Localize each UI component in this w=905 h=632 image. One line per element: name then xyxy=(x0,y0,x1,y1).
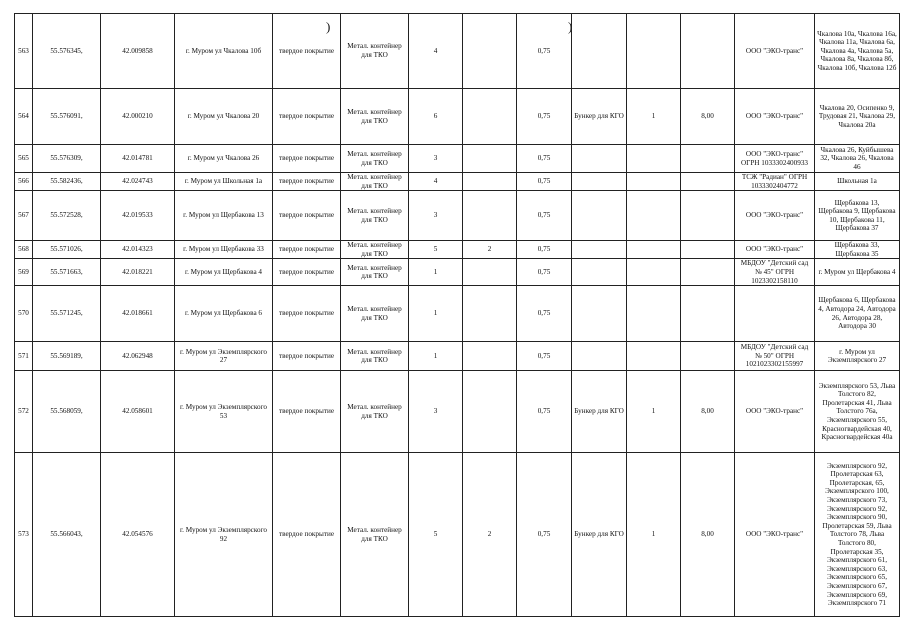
volume-cell: 0,75 xyxy=(517,145,572,173)
served-addresses-cell: Школьная 1а xyxy=(815,173,900,191)
container-count-cell: 4 xyxy=(409,173,463,191)
container-count-cell: 1 xyxy=(409,259,463,286)
surface-cell: твердое покрытие xyxy=(273,173,341,191)
longitude-cell: 42.062948 xyxy=(101,342,175,371)
longitude-cell: 42.024743 xyxy=(101,173,175,191)
bunker-type-cell xyxy=(572,259,627,286)
surface-cell: твердое покрытие xyxy=(273,89,341,145)
table-row xyxy=(15,286,900,342)
table-row xyxy=(15,14,900,89)
surface-cell: твердое покрытие xyxy=(273,286,341,342)
container-count-cell: 6 xyxy=(409,89,463,145)
latitude-cell: 55.571245, xyxy=(33,286,101,342)
table-row xyxy=(15,191,900,241)
container-type-cell: Метал. контейнер для ТКО xyxy=(341,145,409,173)
extra-count-cell xyxy=(463,89,517,145)
latitude-cell: 55.571026, xyxy=(33,241,101,259)
bracket-mark-left: ) xyxy=(326,19,331,34)
volume-cell: 0,75 xyxy=(517,286,572,342)
bunker-type-cell: Бункер для КГО xyxy=(572,371,627,453)
volume-cell: 0,75 xyxy=(517,191,572,241)
bunker-type-cell xyxy=(572,173,627,191)
owner-cell: ООО "ЭКО-транс" ОГРН 1033302400933 xyxy=(735,145,815,173)
container-count-cell: 3 xyxy=(409,145,463,173)
latitude-cell: 55.571663, xyxy=(33,259,101,286)
container-type-cell: Метал. контейнер для ТКО xyxy=(341,259,409,286)
bunker-count-cell xyxy=(627,191,681,241)
extra-count-cell xyxy=(463,286,517,342)
container-type-cell: Метал. контейнер для ТКО xyxy=(341,342,409,371)
bunker-volume-cell xyxy=(681,241,735,259)
bunker-volume-cell xyxy=(681,286,735,342)
owner-cell: МБДОУ "Детский сад № 45" ОГРН 1023302158110 xyxy=(735,259,815,286)
longitude-cell: 42.014781 xyxy=(101,145,175,173)
row-number: 563 xyxy=(15,14,33,89)
extra-count-cell: 2 xyxy=(463,453,517,617)
bunker-count-cell xyxy=(627,241,681,259)
served-addresses-cell: Щербакова 13, Щербакова 9, Щербакова 10, Щербакова 11, Щербакова 37 xyxy=(815,191,900,241)
container-count-cell: 3 xyxy=(409,371,463,453)
owner-cell: ООО "ЭКО-транс" xyxy=(735,371,815,453)
volume-cell: 0,75 xyxy=(517,14,572,89)
volume-cell: 0,75 xyxy=(517,241,572,259)
table-row xyxy=(15,453,900,617)
bunker-type-cell xyxy=(572,241,627,259)
bracket-mark-right: ) xyxy=(568,19,573,34)
longitude-cell: 42.014323 xyxy=(101,241,175,259)
bunker-type-cell xyxy=(572,286,627,342)
container-count-cell: 1 xyxy=(409,342,463,371)
surface-cell: твердое покрытие xyxy=(273,241,341,259)
address-cell: г. Муром ул Экземплярского 53 xyxy=(175,371,273,453)
owner-cell: ООО "ЭКО-транс" xyxy=(735,14,815,89)
latitude-cell: 55.572528, xyxy=(33,191,101,241)
volume-cell: 0,75 xyxy=(517,453,572,617)
row-number: 565 xyxy=(15,145,33,173)
surface-cell: твердое покрытие xyxy=(273,453,341,617)
container-type-cell: Метал. контейнер для ТКО xyxy=(341,286,409,342)
row-number: 564 xyxy=(15,89,33,145)
row-number: 568 xyxy=(15,241,33,259)
table-row xyxy=(15,342,900,371)
owner-cell: ООО "ЭКО-транс" xyxy=(735,89,815,145)
address-cell: г. Муром ул Чкалова 26 xyxy=(175,145,273,173)
table-row xyxy=(15,371,900,453)
surface-cell: твердое покрытие xyxy=(273,371,341,453)
row-number: 571 xyxy=(15,342,33,371)
served-addresses-cell: Экземплярского 53, Льва Толстого 82, Пролетарская 41, Льва Толстого 76а, Экземплярского 55, Красногвардейская 40, Красногвардейская 40а xyxy=(815,371,900,453)
row-number: 566 xyxy=(15,173,33,191)
table-row xyxy=(15,173,900,191)
container-type-cell: Метал. контейнер для ТКО xyxy=(341,14,409,89)
bunker-count-cell xyxy=(627,173,681,191)
bunker-count-cell xyxy=(627,342,681,371)
container-type-cell: Метал. контейнер для ТКО xyxy=(341,241,409,259)
served-addresses-cell: г. Муром ул Щербакова 4 xyxy=(815,259,900,286)
container-type-cell: Метал. контейнер для ТКО xyxy=(341,453,409,617)
bunker-volume-cell xyxy=(681,259,735,286)
table-row xyxy=(15,89,900,145)
longitude-cell: 42.054576 xyxy=(101,453,175,617)
table-body xyxy=(15,14,900,617)
extra-count-cell xyxy=(463,191,517,241)
volume-cell: 0,75 xyxy=(517,342,572,371)
volume-cell: 0,75 xyxy=(517,371,572,453)
bunker-count-cell: 1 xyxy=(627,89,681,145)
extra-count-cell xyxy=(463,259,517,286)
container-count-cell: 5 xyxy=(409,241,463,259)
bunker-type-cell xyxy=(572,191,627,241)
container-count-cell: 5 xyxy=(409,453,463,617)
surface-cell: твердое покрытие xyxy=(273,145,341,173)
row-number: 567 xyxy=(15,191,33,241)
latitude-cell: 55.566043, xyxy=(33,453,101,617)
longitude-cell: 42.018661 xyxy=(101,286,175,342)
bunker-count-cell: 1 xyxy=(627,453,681,617)
latitude-cell: 55.576309, xyxy=(33,145,101,173)
bunker-volume-cell xyxy=(681,342,735,371)
surface-cell: твердое покрытие xyxy=(273,342,341,371)
surface-cell: твердое покрытие xyxy=(273,14,341,89)
extra-count-cell xyxy=(463,342,517,371)
bunker-volume-cell xyxy=(681,145,735,173)
address-cell: г. Муром ул Экземплярского 27 xyxy=(175,342,273,371)
address-cell: г. Муром ул Щербакова 13 xyxy=(175,191,273,241)
owner-cell xyxy=(735,286,815,342)
served-addresses-cell: Чкалова 26, Куйбышева 32, Чкалова 26, Чкалова 46 xyxy=(815,145,900,173)
address-cell: г. Муром ул Чкалова 20 xyxy=(175,89,273,145)
served-addresses-cell: Экземплярского 92, Пролетарская 63, Пролетарская, 65, Экземплярского 100, Экземплярского 73, Экземплярского 92, Экземплярского 90, Пролетарская 59, Льва Толстого 78, Льва Толстого 80, Пролетарская 35, Экземплярского 61, Экземплярского 63, Экземплярского 65, Экземплярского 67, Экземплярского 69, Экземплярского 71 xyxy=(815,453,900,617)
volume-cell: 0,75 xyxy=(517,259,572,286)
table-row xyxy=(15,241,900,259)
latitude-cell: 55.576091, xyxy=(33,89,101,145)
address-cell: г. Муром ул Щербакова 4 xyxy=(175,259,273,286)
container-type-cell: Метал. контейнер для ТКО xyxy=(341,371,409,453)
latitude-cell: 55.576345, xyxy=(33,14,101,89)
table-row xyxy=(15,259,900,286)
container-count-cell: 1 xyxy=(409,286,463,342)
longitude-cell: 42.018221 xyxy=(101,259,175,286)
bunker-count-cell xyxy=(627,145,681,173)
latitude-cell: 55.569189, xyxy=(33,342,101,371)
longitude-cell: 42.058601 xyxy=(101,371,175,453)
row-number: 573 xyxy=(15,453,33,617)
bunker-type-cell xyxy=(572,14,627,89)
container-count-cell: 3 xyxy=(409,191,463,241)
table-row xyxy=(15,145,900,173)
container-count-cell: 4 xyxy=(409,14,463,89)
container-type-cell: Метал. контейнер для ТКО xyxy=(341,173,409,191)
extra-count-cell xyxy=(463,145,517,173)
bunker-volume-cell: 8,00 xyxy=(681,371,735,453)
bunker-count-cell xyxy=(627,259,681,286)
container-type-cell: Метал. контейнер для ТКО xyxy=(341,89,409,145)
surface-cell: твердое покрытие xyxy=(273,259,341,286)
row-number: 569 xyxy=(15,259,33,286)
address-cell: г. Муром ул Школьная 1а xyxy=(175,173,273,191)
extra-count-cell xyxy=(463,173,517,191)
surface-cell: твердое покрытие xyxy=(273,191,341,241)
extra-count-cell xyxy=(463,14,517,89)
row-number: 572 xyxy=(15,371,33,453)
owner-cell: ООО "ЭКО-транс" xyxy=(735,453,815,617)
extra-count-cell: 2 xyxy=(463,241,517,259)
bunker-volume-cell xyxy=(681,173,735,191)
bunker-count-cell: 1 xyxy=(627,371,681,453)
owner-cell: ООО "ЭКО-транс" xyxy=(735,191,815,241)
container-type-cell: Метал. контейнер для ТКО xyxy=(341,191,409,241)
extra-count-cell xyxy=(463,371,517,453)
bunker-type-cell: Бункер для КГО xyxy=(572,453,627,617)
bunker-volume-cell: 8,00 xyxy=(681,453,735,617)
volume-cell: 0,75 xyxy=(517,89,572,145)
address-cell: г. Муром ул Щербакова 33 xyxy=(175,241,273,259)
bunker-volume-cell: 8,00 xyxy=(681,89,735,145)
longitude-cell: 42.019533 xyxy=(101,191,175,241)
served-addresses-cell: Щербакова 6, Щербакова 4, Автодора 24, Автодора 26, Автодора 28, Автодора 30 xyxy=(815,286,900,342)
bunker-type-cell xyxy=(572,145,627,173)
bunker-volume-cell xyxy=(681,191,735,241)
owner-cell: ООО "ЭКО-транс" xyxy=(735,241,815,259)
address-cell: г. Муром ул Щербакова 6 xyxy=(175,286,273,342)
bunker-count-cell xyxy=(627,14,681,89)
bunker-count-cell xyxy=(627,286,681,342)
served-addresses-cell: г. Муром ул Экземплярского 27 xyxy=(815,342,900,371)
owner-cell: МБДОУ "Детский сад № 50" ОГРН 1021023302155997 xyxy=(735,342,815,371)
latitude-cell: 55.568059, xyxy=(33,371,101,453)
served-addresses-cell: Щербакова 33, Щербакова 35 xyxy=(815,241,900,259)
address-cell: г. Муром ул Экземплярского 92 xyxy=(175,453,273,617)
served-addresses-cell: Чкалова 10а, Чкалова 16а, Чкалова 11а, Чкалова 6а, Чкалова 4а, Чкалова 5а, Чкалова 8а, Чкалова 8б, Чкалова 10б, Чкалова 12б xyxy=(815,14,900,89)
bunker-type-cell xyxy=(572,342,627,371)
bunker-type-cell: Бункер для КГО xyxy=(572,89,627,145)
address-cell: г. Муром ул Чкалова 10б xyxy=(175,14,273,89)
row-number: 570 xyxy=(15,286,33,342)
waste-sites-table xyxy=(14,13,900,617)
owner-cell: ТСЖ "Радиан" ОГРН 1033302404772 xyxy=(735,173,815,191)
latitude-cell: 55.582436, xyxy=(33,173,101,191)
longitude-cell: 42.000210 xyxy=(101,89,175,145)
longitude-cell: 42.009858 xyxy=(101,14,175,89)
served-addresses-cell: Чкалова 20, Осипенко 9, Трудовая 21, Чкалова 29, Чкалова 20а xyxy=(815,89,900,145)
volume-cell: 0,75 xyxy=(517,173,572,191)
bunker-volume-cell xyxy=(681,14,735,89)
